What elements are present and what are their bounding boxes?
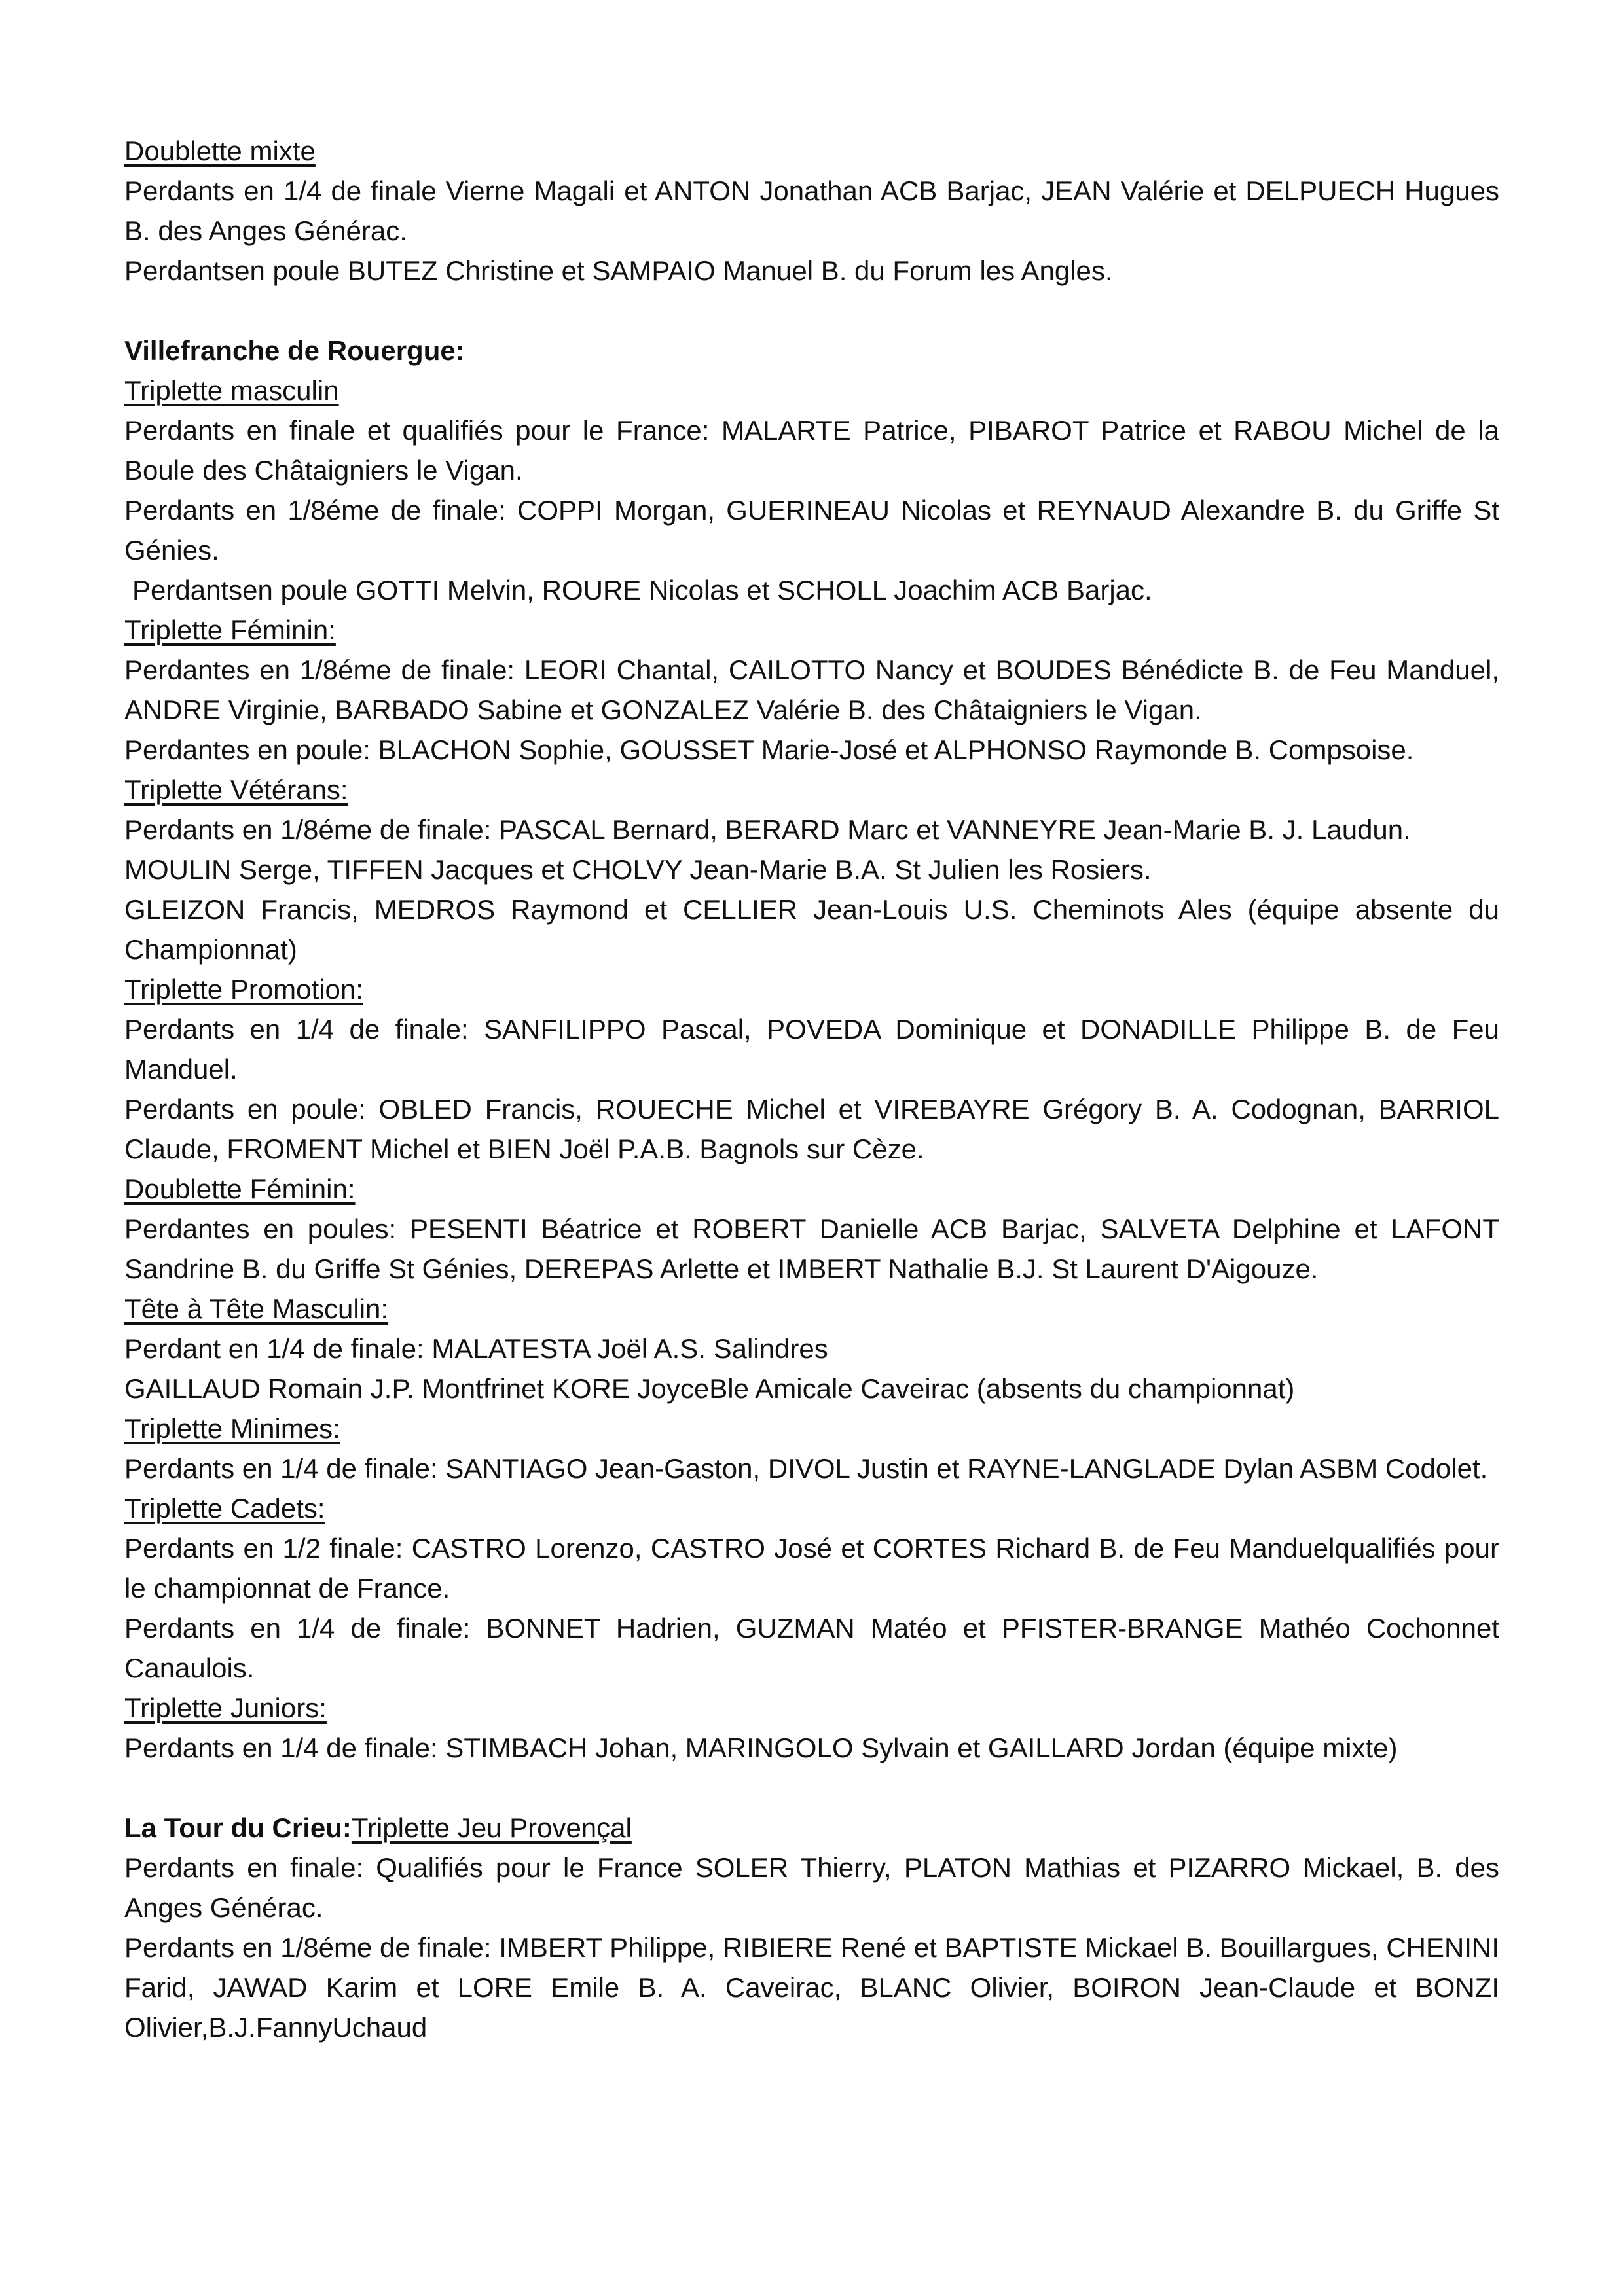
section-la-tour-du-crieu	[124, 1808, 1499, 2047]
document-body	[124, 131, 1499, 2047]
paragraph: Perdantes en 1/8éme de finale: LEORI Chantal, CAILOTTO Nancy et BOUDES Bénédicte B. de Feu Manduel, ANDRE Virginie, BARBADO Sabine et GONZALEZ Valérie B. des Châtaigniers le Vigan.	[124, 655, 1499, 725]
paragraph: Perdants en 1/4 de finale Vierne Magali et ANTON Jonathan ACB Barjac, JEAN Valérie et DELPUECH Hugues B. des Anges Générac.	[124, 175, 1499, 246]
section-heading: Triplette Promotion:	[124, 974, 363, 1005]
section-heading: Triplette masculin	[124, 375, 339, 406]
section-heading: Doublette mixte	[124, 135, 316, 166]
section-heading: Triplette Vétérans:	[124, 774, 348, 805]
section-heading: Doublette Féminin:	[124, 1174, 356, 1204]
paragraph: Perdantsen poule BUTEZ Christine et SAMPAIO Manuel B. du Forum les Angles.	[124, 255, 1113, 286]
paragraph: Perdantes en poule: BLACHON Sophie, GOUSSET Marie-José et ALPHONSO Raymonde B. Compsoise.	[124, 734, 1414, 765]
paragraph: Perdantes en poules: PESENTI Béatrice et ROBERT Danielle ACB Barjac, SALVETA Delphine et LAFONT Sandrine B. du Griffe St Génies, DEREPAS Arlette et IMBERT Nathalie B.J. St Laurent D'Aigouze.	[124, 1213, 1499, 1284]
location-title: Villefranche de Rouergue:	[124, 335, 465, 366]
paragraph: MOULIN Serge, TIFFEN Jacques et CHOLVY Jean-Marie B.A. St Julien les Rosiers.	[124, 854, 1152, 885]
paragraph: Perdants en poule: OBLED Francis, ROUECHE Michel et VIREBAYRE Grégory B. A. Codognan, BARRIOL Claude, FROMENT Michel et BIEN Joël P.A.B. Bagnols sur Cèze.	[124, 1094, 1499, 1164]
paragraph: GAILLAUD Romain J.P. Montfrinet KORE JoyceBle Amicale Caveirac (absents du championnat)	[124, 1373, 1295, 1404]
paragraph: Perdants en 1/4 de finale: SANTIAGO Jean-Gaston, DIVOL Justin et RAYNE-LANGLADE Dylan ASBM Codolet.	[124, 1453, 1488, 1484]
paragraph: Perdants en 1/8éme de finale: COPPI Morgan, GUERINEAU Nicolas et REYNAUD Alexandre B. du Griffe St Génies.	[124, 495, 1499, 565]
paragraph: Perdants en 1/8éme de finale: PASCAL Bernard, BERARD Marc et VANNEYRE Jean-Marie B. J. Laudun.	[124, 814, 1411, 845]
spacer	[124, 1768, 1499, 1808]
section-heading: Triplette Cadets:	[124, 1493, 325, 1524]
section-heading: Triplette Juniors:	[124, 1693, 327, 1723]
section-heading: Triplette Minimes:	[124, 1413, 340, 1444]
paragraph: Perdants en 1/8éme de finale: IMBERT Philippe, RIBIERE René et BAPTISTE Mickael B. Bouillargues, CHENINI Farid, JAWAD Karim et LORE Emile B. A. Caveirac, BLANC Olivier, BOIRON Jean-Claude et BONZI Olivier,B.J.FannyUchaud	[124, 1932, 1499, 2043]
paragraph: Perdant en 1/4 de finale: MALATESTA Joël A.S. Salindres	[124, 1333, 828, 1364]
spacer	[124, 291, 1499, 331]
paragraph: Perdants en 1/4 de finale: SANFILIPPO Pascal, POVEDA Dominique et DONADILLE Philippe B. de Feu Manduel.	[124, 1014, 1499, 1085]
paragraph: Perdants en finale: Qualifiés pour le France SOLER Thierry, PLATON Mathias et PIZARRO Mickael, B. des Anges Générac.	[124, 1852, 1499, 1923]
paragraph: Perdants en 1/2 finale: CASTRO Lorenzo, CASTRO José et CORTES Richard B. de Feu Manduelqualifiés pour le championnat de France.	[124, 1533, 1499, 1604]
paragraph: Perdants en finale et qualifiés pour le France: MALARTE Patrice, PIBAROT Patrice et RABOU Michel de la Boule des Châtaigniers le Vigan.	[124, 415, 1499, 486]
paragraph: Perdants en 1/4 de finale: STIMBACH Johan, MARINGOLO Sylvain et GAILLARD Jordan (équipe mixte)	[124, 1732, 1398, 1763]
section-doublette-mixte	[124, 131, 1499, 291]
section-villefranche	[124, 331, 1499, 1768]
location-title: La Tour du Crieu:	[124, 1812, 352, 1843]
section-heading: Tête à Tête Masculin:	[124, 1293, 389, 1324]
paragraph: Perdants en 1/4 de finale: BONNET Hadrien, GUZMAN Matéo et PFISTER-BRANGE Mathéo Cochonnet Canaulois.	[124, 1613, 1499, 1683]
paragraph: GLEIZON Francis, MEDROS Raymond et CELLIER Jean-Louis U.S. Cheminots Ales (équipe absente du Championnat)	[124, 894, 1499, 965]
paragraph: Perdantsen poule GOTTI Melvin, ROURE Nicolas et SCHOLL Joachim ACB Barjac.	[132, 575, 1152, 605]
location-heading-line	[124, 1808, 1499, 1848]
section-heading: Triplette Jeu Provençal	[351, 1812, 632, 1843]
section-heading: Triplette Féminin:	[124, 615, 336, 645]
